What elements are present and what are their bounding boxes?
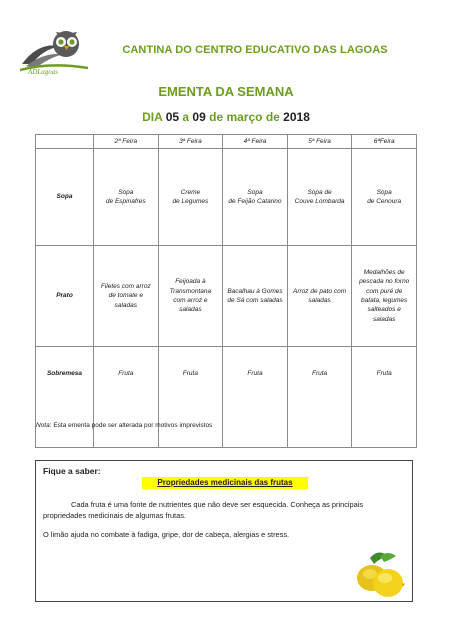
menu-cell: [223, 246, 288, 347]
menu-cell-line: Fruta: [118, 370, 134, 377]
svg-text:ADLagoas: ADLagoas: [28, 68, 58, 76]
menu-cell: [94, 246, 159, 347]
menu-cell-line: Medalhões de: [363, 268, 405, 276]
menu-cell-line: Fruta: [182, 370, 198, 377]
menu-row: [36, 149, 417, 246]
menu-cell: [352, 347, 417, 448]
menu-cell-line: com arroz e: [173, 297, 208, 304]
menu-cell: [287, 149, 352, 246]
menu-cell-line: Bacalhau à Gomes: [227, 287, 283, 295]
menu-cell-line: Arroz de pato com: [293, 287, 347, 295]
info-box: [35, 460, 413, 602]
menu-cell-line: Sopa: [118, 188, 134, 196]
lemons-image: [354, 550, 406, 600]
info-box-subtitle: Propriedades medicinais das frutas: [142, 477, 308, 489]
menu-title: EMENTA DA SEMANA: [158, 84, 294, 99]
menu-cell: [352, 246, 417, 347]
menu-cell-line: Creme: [180, 188, 201, 196]
school-title: CANTINA DO CENTRO EDUCATIVO DAS LAGOAS: [122, 44, 388, 56]
menu-cell-line: Transmontana: [169, 287, 212, 295]
menu-cell: [158, 347, 223, 448]
menu-cell-line: saladas: [308, 297, 331, 304]
menu-row: [36, 246, 417, 347]
menu-note: Nota: Esta ementa pode ser alterada por motivos imprevistos: [36, 422, 213, 429]
menu-cell-line: saladas: [114, 301, 137, 309]
menu-cell: [158, 246, 223, 347]
course-label: Prato: [36, 246, 94, 347]
menu-cell-line: Sopa de: [307, 188, 332, 196]
menu-cell-line: de Sá com saladas: [227, 297, 283, 304]
menu-cell: [94, 347, 159, 448]
day-header: 5ª Feira: [287, 135, 352, 149]
day-header: 4ª Feira: [223, 135, 288, 149]
menu-cell-line: Sopa: [247, 188, 263, 196]
menu-cell-line: Fruta: [311, 370, 328, 377]
menu-cell-line: saladas: [179, 306, 202, 314]
menu-cell-line: Feijoada à: [175, 278, 206, 286]
menu-cell-line: batata, legumes: [361, 297, 408, 304]
day-header: 6ªFeira: [352, 135, 417, 149]
course-label: Sobremesa: [36, 347, 94, 448]
menu-cell-line: Filetes com arroz: [100, 282, 151, 290]
menu-cell-line: salteados e: [367, 306, 401, 314]
menu-cell-line: de Espinafres: [105, 198, 146, 205]
weekly-menu-table: [35, 134, 417, 448]
menu-cell-line: Fruta: [376, 370, 392, 377]
menu-cell-line: de Legumes: [172, 198, 209, 205]
menu-cell: [158, 149, 223, 246]
corner-cell: [36, 135, 94, 149]
course-label: Sopa: [36, 149, 94, 246]
menu-cell-line: de tomate e: [108, 292, 143, 300]
menu-cell: [287, 347, 352, 448]
menu-cell-line: saladas: [372, 315, 396, 323]
menu-cell-line: de Cenoura: [367, 198, 402, 205]
menu-row: [36, 347, 417, 448]
menu-cell-line: Couve Lombarda: [294, 198, 345, 205]
menu-cell-line: com puré de: [366, 287, 403, 295]
day-header: 2ª Feira: [94, 135, 159, 149]
day-header: 3ª Feira: [158, 135, 223, 149]
week-date: DIA 05 a 09 de março de 2018: [142, 110, 310, 124]
info-paragraph: O limão ajuda no combate à fadiga, gripe, dor de cabeça, alergias e stress.: [43, 530, 290, 539]
info-paragraph: Cada fruta é uma fonte de nutrientes que não deve ser esquecida. Conheça as principais propriedades medicinais de algumas frutas.: [43, 500, 364, 521]
menu-cell: [223, 347, 288, 448]
menu-cell: [223, 149, 288, 246]
menu-cell-line: de Feijão Catarino: [228, 198, 282, 205]
menu-cell-line: pescada no forno: [359, 278, 410, 286]
menu-cell: [287, 246, 352, 347]
info-box-title: Fique a saber:: [43, 466, 101, 476]
menu-cell: [94, 149, 159, 246]
menu-cell-line: Fruta: [247, 370, 263, 377]
menu-cell-line: Sopa: [376, 188, 392, 196]
menu-cell: [352, 149, 417, 246]
